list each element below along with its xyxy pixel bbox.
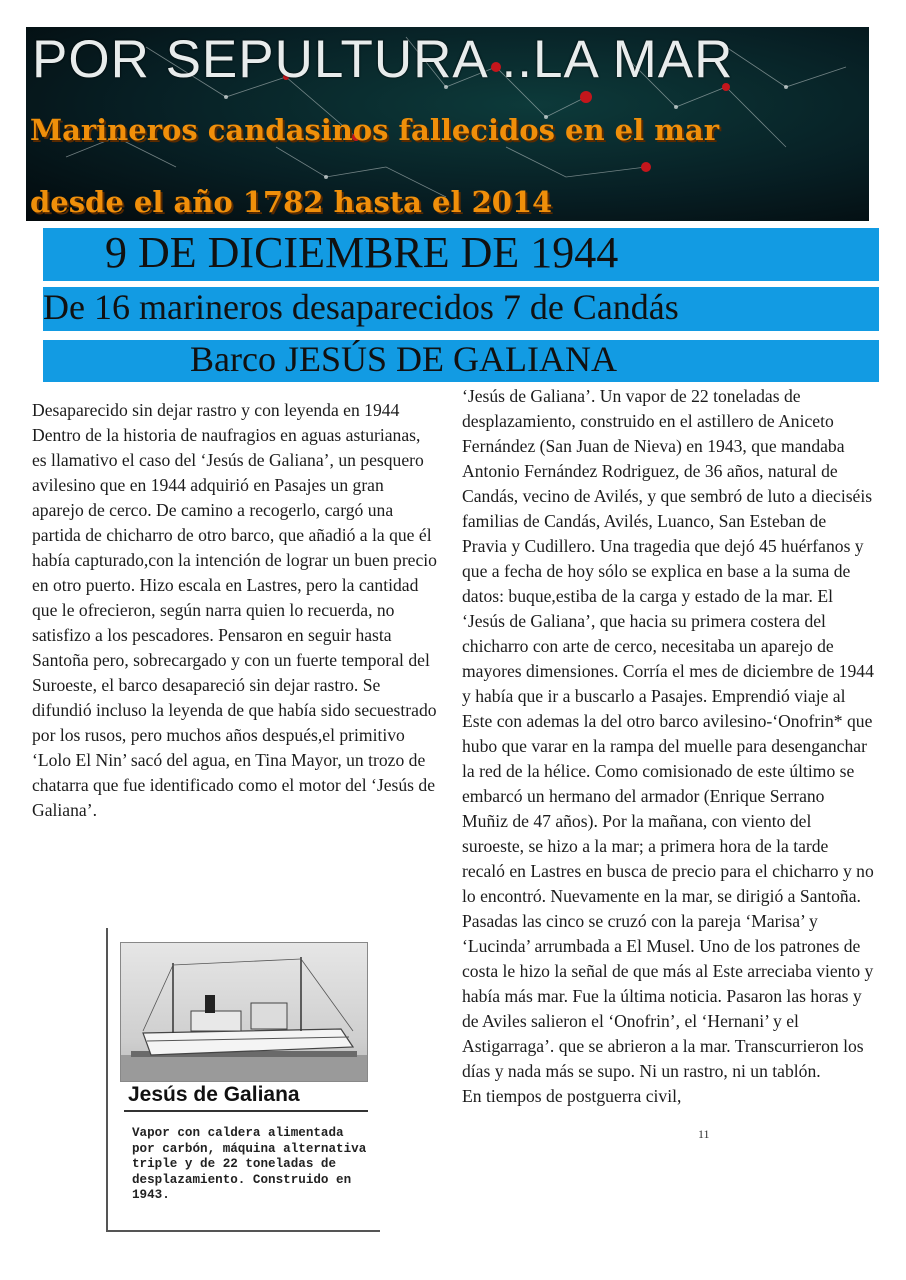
ship-photo bbox=[120, 942, 368, 1082]
right-column bbox=[462, 384, 874, 1109]
ship-icon bbox=[121, 943, 367, 1081]
left-paragraph: Desaparecido sin dejar rastro y con leyenda en 1944 bbox=[32, 400, 400, 420]
header-banner bbox=[26, 27, 869, 221]
ship-heading: Barco JESÚS DE GALIANA bbox=[190, 339, 617, 379]
date-heading-band bbox=[43, 228, 879, 281]
page-number: 11 bbox=[698, 1127, 710, 1141]
summary-heading-band bbox=[43, 287, 879, 331]
banner-title: POR SEPULTURA ..LA MAR bbox=[32, 30, 734, 89]
right-paragraph: En tiempos de postguerra civil, bbox=[462, 1086, 682, 1106]
banner-subtitle-line1: Marineros candasinos fallecidos en el mar bbox=[30, 113, 719, 147]
photo-caption: Jesús de Galiana bbox=[124, 1080, 368, 1112]
ship-photo-clipping bbox=[106, 928, 380, 1232]
left-paragraph: Dentro de la historia de naufragios en aguas asturianas, es llamativo el caso del ‘Jesús de Galiana’, un pesquero avilesino que en 1944 adquirió en Pasajes un gran aparejo de cerco. De camino a recogerlo, cargó una partida de chicharro de otro barco, que añadió a la que él había capturado,con la intención de lograr un buen precio en otro puerto. Hizo escala en Lastres, pero la cantidad que le ofrecieron, según narra quien lo recuerda, no satisfizo a los pescadores. Pensaron en seguir hasta Santoña pero, sobrecargado y con un fuerte temporal del Suroeste, el barco desapareció sin dejar rastro. Se difundió incluso la leyenda de que había sido secuestrado por los rusos, pero muchos años después,el primitivo ‘Lolo El Nin’ sacó del agua, en Tina Mayor, un trozo de chatarra que fue identificado como el motor del ‘Jesús de Galiana’. bbox=[32, 425, 437, 820]
left-column bbox=[32, 398, 437, 823]
ship-heading-band bbox=[43, 340, 879, 382]
right-paragraph: ‘Jesús de Galiana’. Un vapor de 22 toneladas de desplazamiento, construido en el astillero de Aniceto Fernández (San Juan de Nieva) en 1943, que mandaba Antonio Fernández Rodriguez, de 36 años, natural de Candás, vecino de Avilés, y que sembró de luto a dieciséis familias de Candás, Avilés, Luanco, San Esteban de Pravia y Cudillero. Una tragedia que dejó 45 huérfanos y que a fecha de hoy sólo se explica en base a la suma de datos: buque,estiba de la carga y estado de la mar. El ‘Jesús de Galiana’, que hacia su primera costera del chicharro con arte de cerco, necesitaba un aparejo de mayores dimensiones. Corría el mes de diciembre de 1944 y había que ir a buscarlo a Pasajes. Emprendió viaje al Este con ademas la del otro barco avilesino-‘Onofrin* que hubo que varar en la rampa del muelle para desenganchar la red de la hélice. Como comisionado de este último se embarcó un hermano del armador (Enrique Serrano Muñiz de 47 años). Por la mañana, con viento del suroeste, se hizo a la mar; a primera hora de la tarde recaló en Lastres en busca de precio para el chicharro y no lo encontró. Nuevamente en la mar, se dirigió a Santoña. Pasadas las cinco se cruzó con la pareja ‘Marisa’ y ‘Lucinda’ arrumbada a El Musel. Uno de los patrones de costa le hizo la señal de que más al Este arreciaba viento y había más mar. Fue la última noticia. Pasaron las horas y de Aviles salieron el ‘Onofrin’, el ‘Hernani’ y el Astigarraga’. que se abrieron a la mar. Transcurrieron los días y nada más se supo. Ni un rastro, ni un tablón. bbox=[462, 386, 874, 1081]
summary-heading: De 16 marineros desaparecidos 7 de Candás bbox=[43, 287, 679, 327]
banner-subtitle-line2: desde el año 1782 hasta el 2014 bbox=[30, 185, 553, 219]
photo-description: Vapor con caldera alimentada por carbón, máquina alternativa triple y de 22 toneladas de desplazamiento. Construido en 1943. bbox=[132, 1126, 367, 1202]
date-heading: 9 DE DICIEMBRE DE 1944 bbox=[105, 228, 619, 277]
